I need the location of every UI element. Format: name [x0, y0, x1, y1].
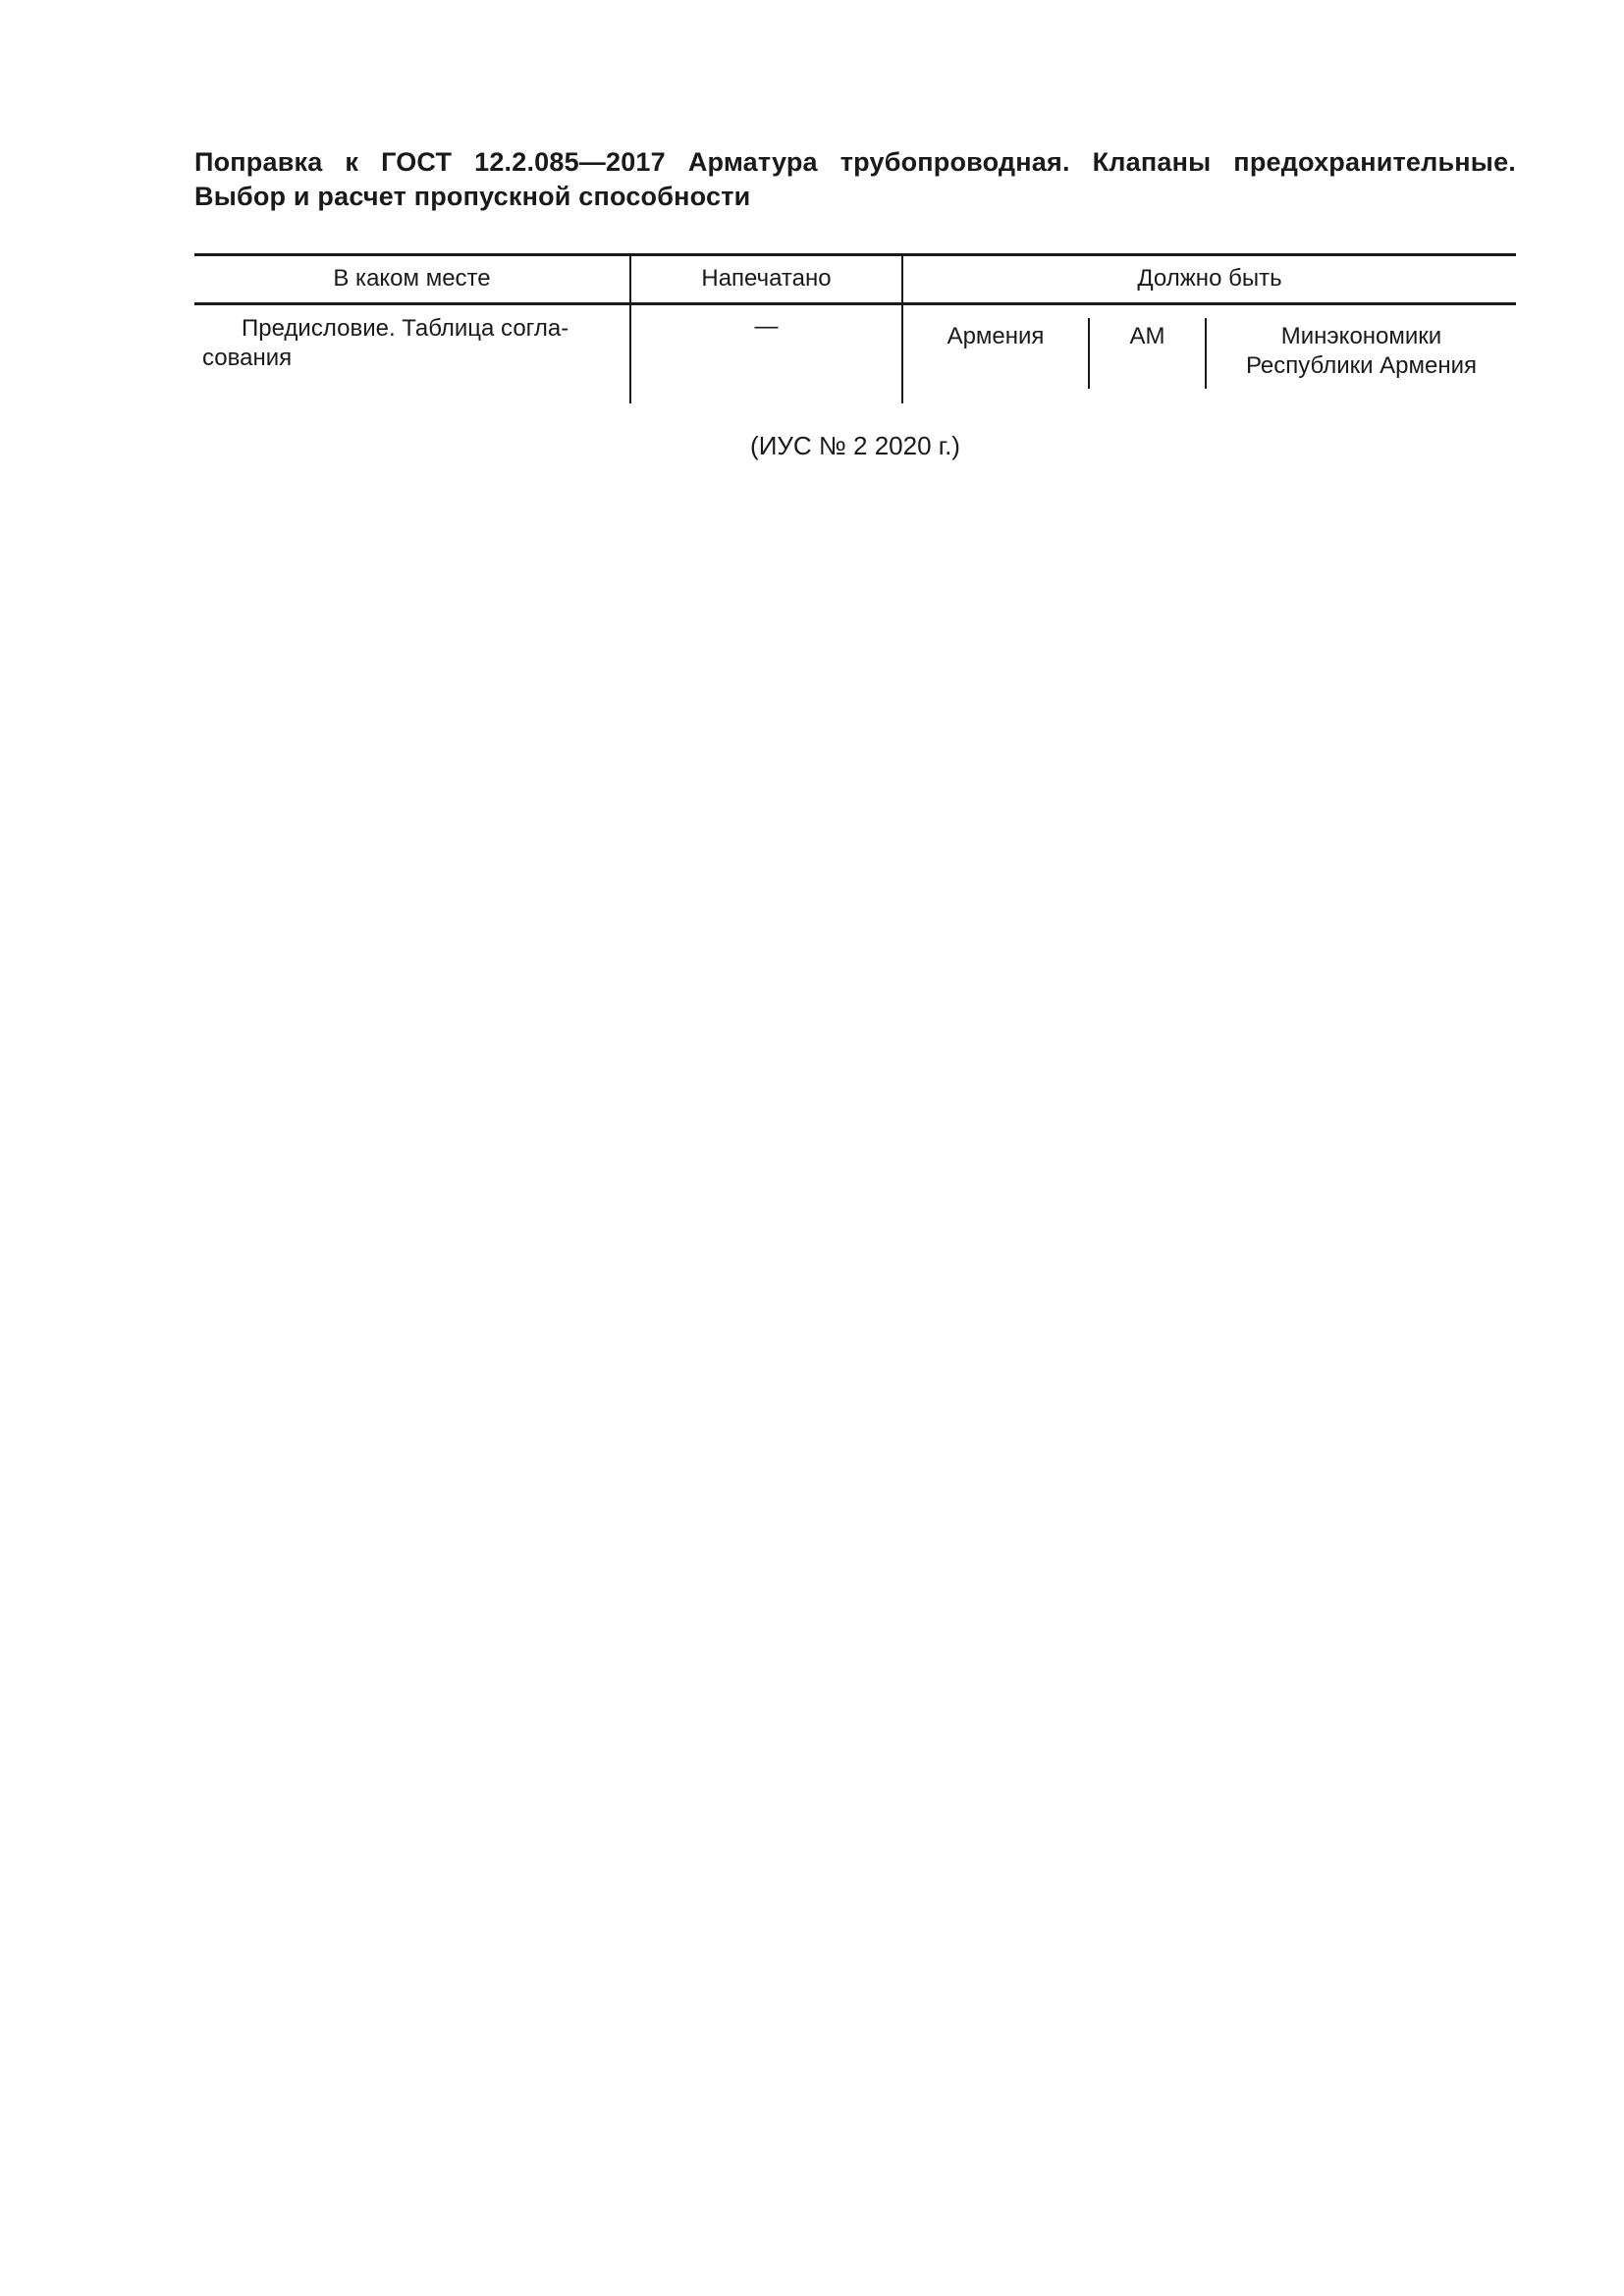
header-where: В каком месте	[333, 265, 491, 292]
table-header-rule	[194, 302, 1516, 305]
ius-reference: (ИУС № 2 2020 г.)	[750, 431, 960, 460]
header-should-be: Должно быть	[1137, 265, 1282, 292]
cell-where	[202, 314, 624, 373]
document-title	[194, 145, 1516, 214]
cell-country: Армения	[947, 323, 1045, 349]
header-printed: Напечатано	[701, 265, 832, 292]
table-top-rule	[194, 253, 1516, 256]
cell-where-line-2: сования	[202, 345, 293, 371]
title-line-2: Выбор и расчет пропускной способности	[194, 182, 751, 211]
cell-authority-line-2: Республики Армения	[1245, 352, 1478, 379]
cell-code: AM	[1129, 323, 1165, 349]
cell-where-line-1: Предисловие. Таблица согла-	[242, 315, 569, 342]
amendment-table	[194, 253, 1516, 403]
title-line-1: Поправка к ГОСТ 12.2.085—2017 Арматура трубопроводная. Клапаны предохранительные.	[194, 147, 1516, 177]
cell-authority-line-1: Минэкономики	[1280, 323, 1442, 349]
cell-printed: —	[754, 313, 779, 340]
cell-authority	[1207, 322, 1516, 381]
